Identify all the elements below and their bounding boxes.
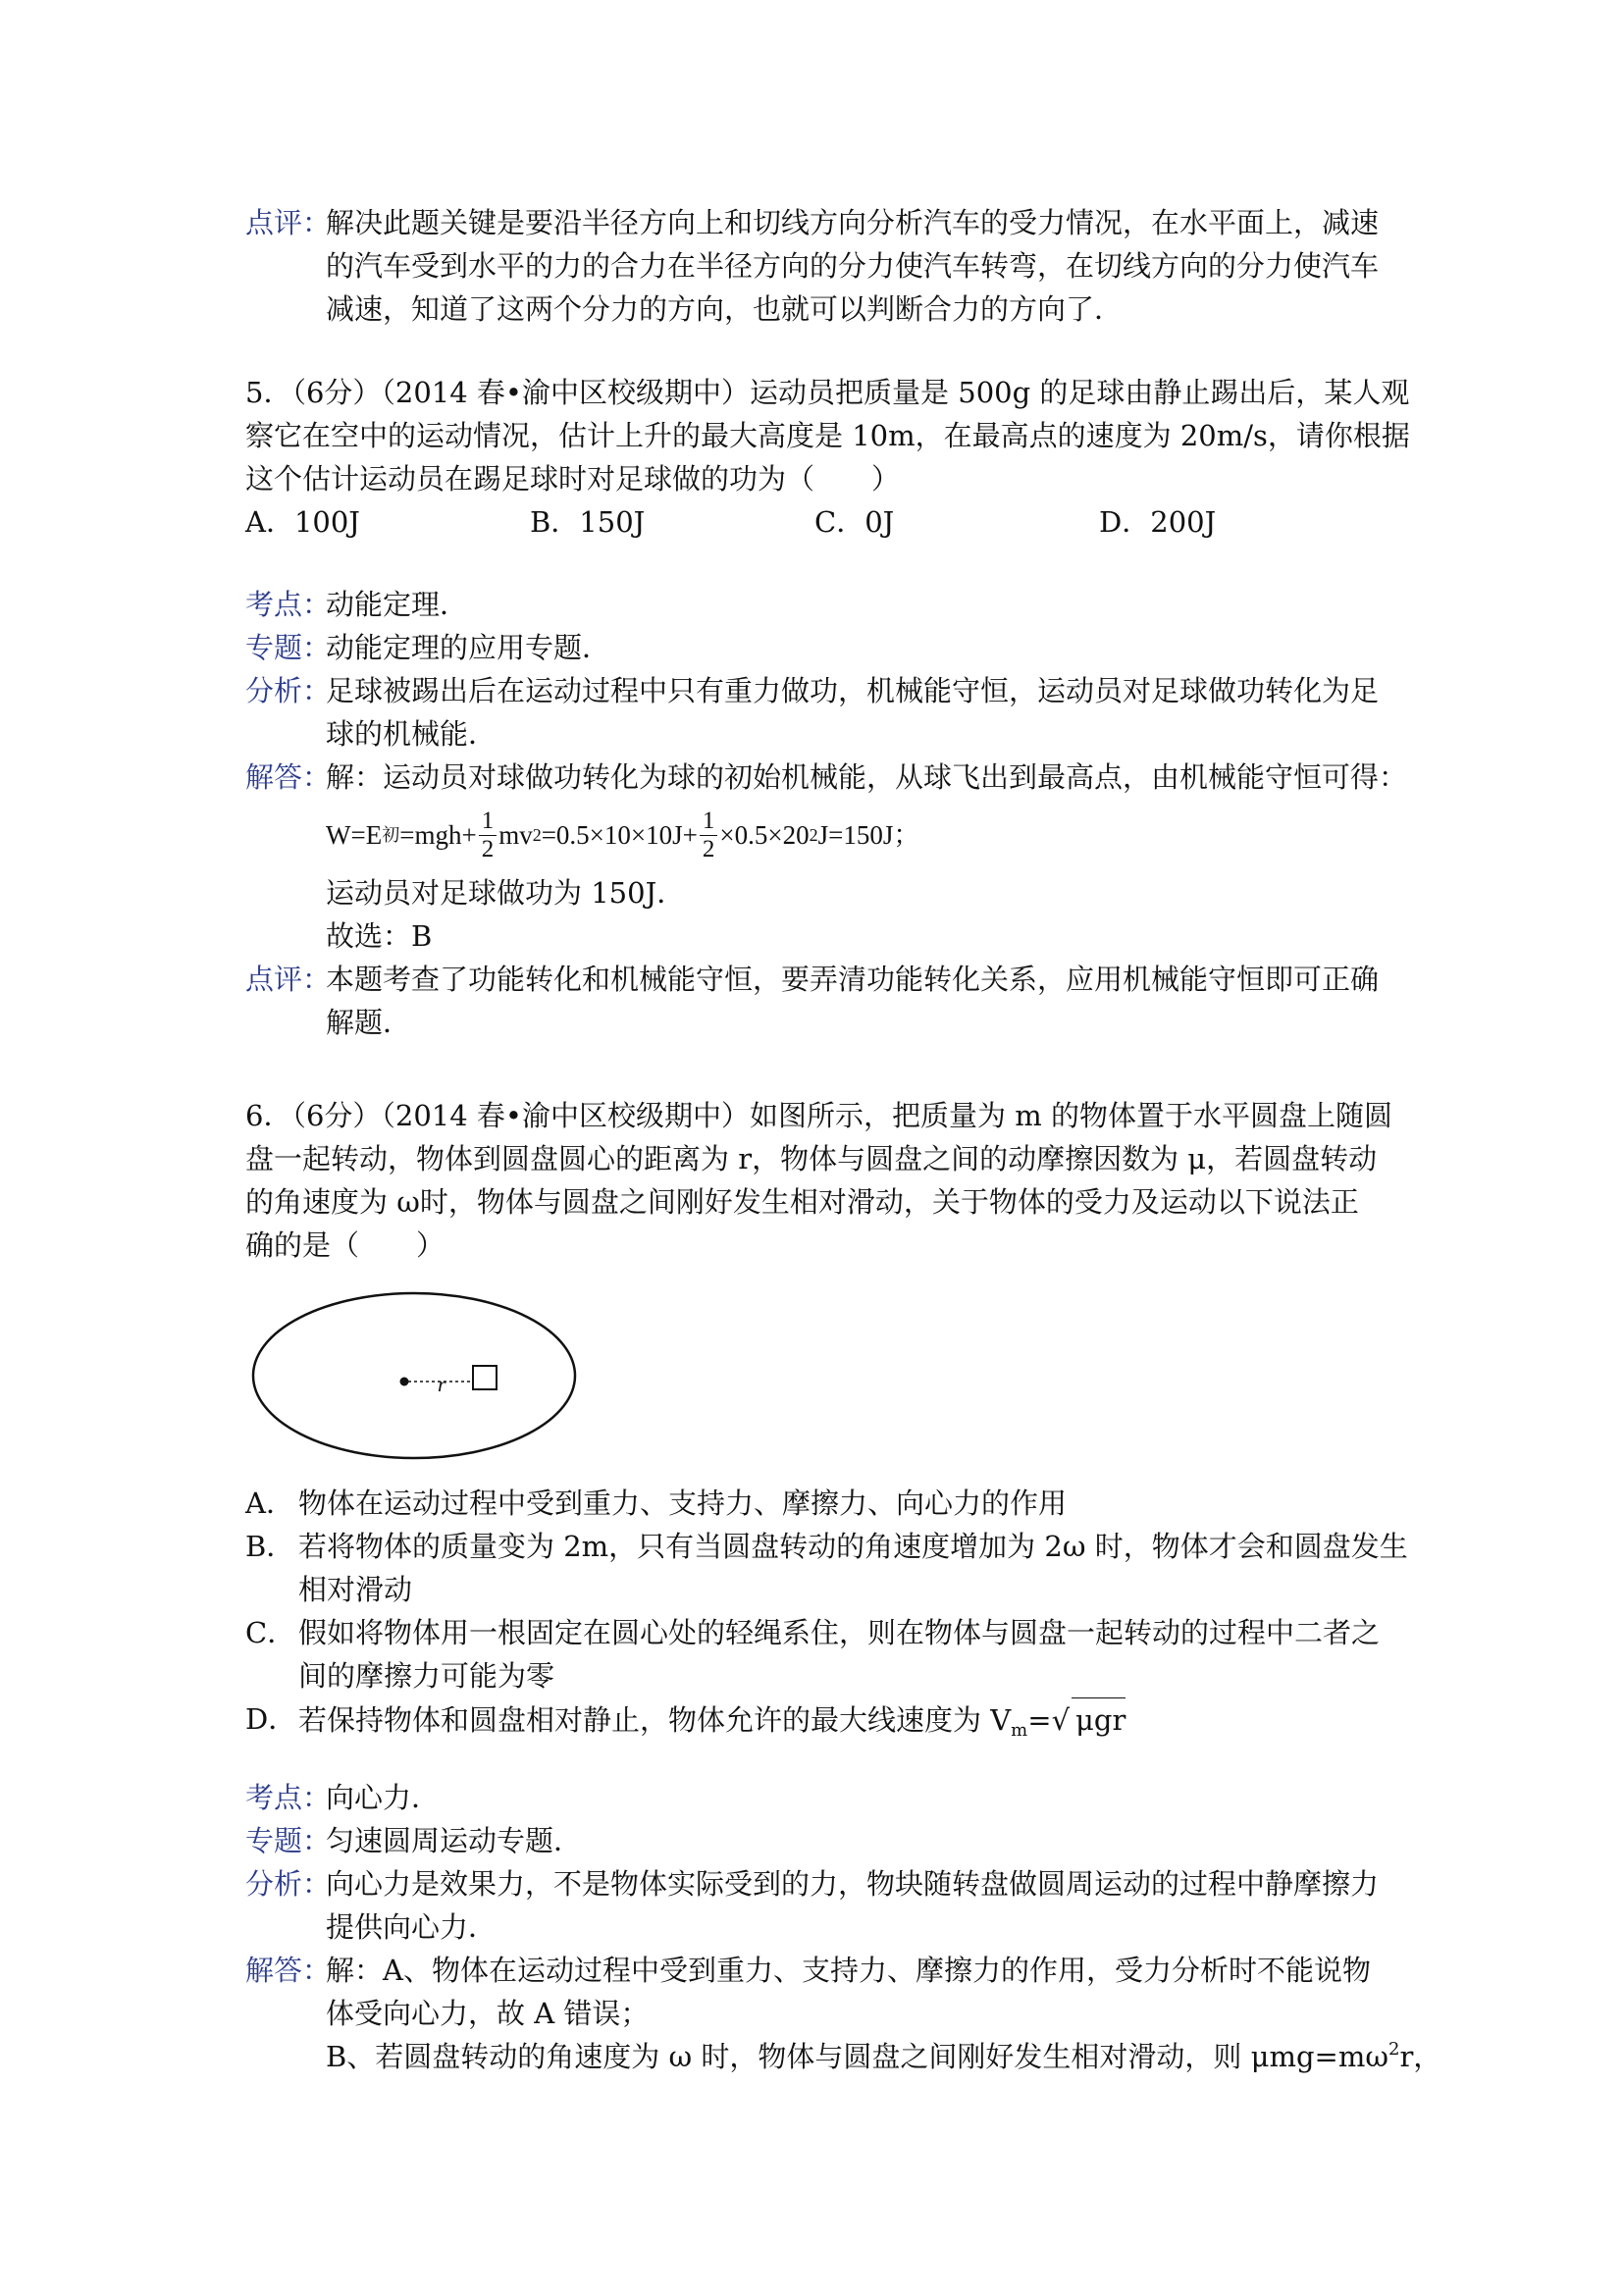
option-d	[245, 1697, 1403, 1742]
comment-block-prev	[245, 201, 1403, 331]
zhuanti-label: 专题：	[245, 631, 332, 664]
option-text: 假如将物体用一根固定在圆心处的轻绳系住，则在物体与圆盘一起转动的过程中二者之	[298, 1616, 1381, 1649]
radius-label: r	[438, 1372, 446, 1396]
option-key: D．	[245, 1702, 297, 1736]
disc-center-dot	[400, 1378, 409, 1386]
formula-part: ×0.5×20	[719, 820, 810, 850]
formula-part: mv	[498, 820, 533, 850]
jieda-line-b	[326, 2035, 1442, 2078]
fraction-numerator: 1	[479, 808, 497, 836]
dianping-label: 点评：	[245, 963, 332, 996]
zhuanti-text: 动能定理的应用专题．	[326, 631, 611, 664]
option-d: D．200J	[1099, 505, 1217, 539]
jieda-line: 体受向心力，故 A 错误；	[326, 1997, 650, 2030]
fraction-denominator: 2	[481, 835, 495, 862]
dianping-line: 本题考查了功能转化和机械能守恒，要弄清功能转化关系，应用机械能守恒即可正确	[326, 963, 1380, 996]
jieda-line: 运动员对足球做功为 150J．	[326, 876, 686, 910]
zhuanti-label: 专题：	[245, 1824, 332, 1857]
option-d-eq: =	[1027, 1703, 1052, 1737]
question-6	[245, 1094, 1403, 1267]
question-text-line: 5．（6分）（2014 春•渝中区校级期中）运动员把质量是 500g 的足球由静止踢出后，某人观	[245, 376, 1410, 409]
option-text: 间的摩擦力可能为零	[298, 1659, 555, 1693]
option-d-text: 若保持物体和圆盘相对静止，物体允许的最大线速度为 V	[298, 1703, 1012, 1737]
jieda-line: 故选：B	[326, 919, 433, 953]
option-b	[245, 1525, 1408, 1611]
kaodian-label: 考点：	[245, 1781, 332, 1814]
option-key: B．	[245, 1530, 295, 1563]
option-a: A．100J	[245, 505, 360, 539]
option-text: 物体在运动过程中受到重力、支持力、摩擦力、向心力的作用	[298, 1487, 1068, 1520]
jieda-b-text: B、若圆盘转动的角速度为 ω 时，物体与圆盘之间刚好发生相对滑动，则 μmg=mω	[326, 2040, 1388, 2073]
comment-line: 减速，知道了这两个分力的方向，也就可以判断合力的方向了．	[326, 292, 1124, 326]
formula-part: J=150J；	[817, 820, 920, 850]
comment-line: 解决此题关键是要沿半径方向上和切线方向分析汽车的受力情况，在水平面上，减速	[326, 206, 1380, 239]
question-5	[245, 371, 1410, 544]
option-text: 若将物体的质量变为 2m，只有当圆盘转动的角速度增加为 2ω 时，物体才会和圆盘发生	[298, 1530, 1408, 1563]
comment-label: 点评：	[245, 206, 332, 239]
fenxi-line: 提供向心力．	[326, 1910, 497, 1944]
formula-part: W=E	[326, 820, 383, 850]
question-text-line: 盘一起转动，物体到圆盘圆心的距离为 r，物体与圆盘之间的动摩擦因数为 μ，若圆盘转动	[245, 1142, 1378, 1175]
energy-formula: W=E 初 =mgh+ $\frac{1}{2}$ mv 2 =0.5×10×10J+ $\frac{1}{2}$ ×0.5×20 2 J=150J；	[326, 807, 920, 862]
formula-part: =mgh+	[399, 820, 477, 850]
jieda-label: 解答：	[245, 1954, 332, 1987]
option-key: A．	[245, 1487, 294, 1520]
option-text: 相对滑动	[298, 1573, 413, 1606]
comment-line: 的汽车受到水平的力的合力在半径方向的分力使汽车转弯，在切线方向的分力使汽车	[326, 249, 1380, 283]
question-text-line: 察它在空中的运动情况，估计上升的最大高度是 10m，在最高点的速度为 20m/s，请你根据	[245, 419, 1410, 452]
option-c	[245, 1611, 1403, 1697]
jieda-intro: 解：运动员对球做功转化为球的初始机械能，从球飞出到最高点，由机械能守恒可得：	[326, 760, 1408, 794]
fenxi-label: 分析：	[245, 1867, 332, 1901]
formula-part: =0.5×10×10J+	[541, 820, 698, 850]
option-b: B．150J	[530, 505, 646, 539]
fraction-half	[479, 808, 497, 863]
option-text: 若保持物体和圆盘相对静止，物体允许的最大线速度为 $V_m=√$ μgr	[298, 1697, 1403, 1742]
disc-outline	[253, 1293, 575, 1458]
fraction-denominator: 2	[702, 835, 715, 862]
fenxi-label: 分析：	[245, 674, 332, 707]
fenxi-line: 足球被踢出后在运动过程中只有重力做功，机械能守恒，运动员对足球做功转化为足	[326, 674, 1380, 707]
q5-analysis	[245, 583, 1408, 1044]
jieda-b-sup: 2	[1387, 2039, 1400, 2060]
fenxi-line: 向心力是效果力，不是物体实际受到的力，物块随转盘做圆周运动的过程中静摩擦力	[326, 1867, 1380, 1901]
rotating-disc-diagram	[245, 1285, 579, 1462]
q6-analysis	[245, 1776, 1442, 2078]
jieda-line: 解：A、物体在运动过程中受到重力、支持力、摩擦力的作用，受力分析时不能说物	[326, 1954, 1371, 1987]
jieda-b-tail: r，	[1399, 2040, 1442, 2073]
kaodian-label: 考点：	[245, 588, 332, 621]
option-d-radicand: μgr	[1072, 1697, 1126, 1742]
object-block	[473, 1366, 497, 1389]
zhuanti-text: 匀速圆周运动专题．	[326, 1824, 583, 1857]
fenxi-line: 球的机械能．	[326, 717, 497, 751]
q6-options	[245, 1482, 1408, 1742]
question-text-line: 确的是（ ）	[245, 1228, 445, 1262]
option-key: C．	[245, 1616, 296, 1649]
jieda-label: 解答：	[245, 760, 332, 794]
option-a	[245, 1482, 1403, 1525]
fraction-half	[700, 808, 718, 863]
question-text-line: 这个估计运动员在踢足球时对足球做的功为（ ）	[245, 462, 901, 496]
answer-options	[245, 500, 1403, 544]
option-d-sub: m	[1011, 1720, 1028, 1741]
question-text-line: 的角速度为 ω时，物体与圆盘之间刚好发生相对滑动，关于物体的受力及运动以下说法正	[245, 1185, 1359, 1219]
option-c: C．0J	[814, 505, 895, 539]
kaodian-text: 向心力．	[326, 1781, 441, 1814]
kaodian-text: 动能定理．	[326, 588, 469, 621]
dianping-line: 解题．	[326, 1006, 412, 1039]
fraction-numerator: 1	[700, 808, 718, 836]
question-text-line: 6．（6分）（2014 春•渝中区校级期中）如图所示，把质量为 m 的物体置于水平圆盘上随圆	[245, 1099, 1392, 1132]
